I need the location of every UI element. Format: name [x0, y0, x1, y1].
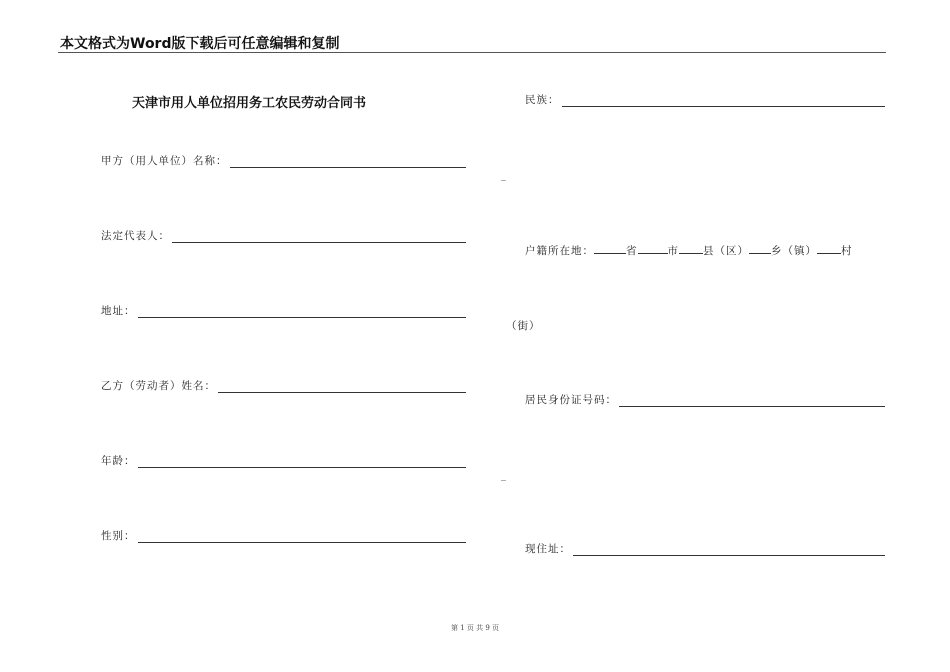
- page-number: 第 1 页 共 9 页: [450, 624, 500, 632]
- field-label: 甲方（用人单位）名称：: [101, 155, 228, 167]
- stray-dash: _: [501, 170, 506, 181]
- fill-line[interactable]: [230, 156, 467, 168]
- field-label: 现住址：: [525, 543, 571, 555]
- fill-line[interactable]: [562, 95, 886, 107]
- fill-line[interactable]: [138, 531, 467, 543]
- field-label: 性别：: [101, 530, 136, 542]
- province-label: 省: [626, 245, 638, 257]
- age-field[interactable]: [101, 454, 466, 468]
- county-label: 县（区）: [703, 245, 749, 257]
- village-label: 村: [841, 245, 853, 257]
- document-title: 天津市用人单位招用务工农民劳动合同书: [132, 96, 367, 111]
- field-label: 户籍所在地：: [525, 245, 594, 257]
- legal-representative-field[interactable]: [101, 229, 466, 243]
- field-label: 民族：: [525, 94, 560, 106]
- field-label: 乙方（劳动者）姓名：: [101, 380, 216, 392]
- party-a-name-field[interactable]: [101, 154, 466, 168]
- current-address-field[interactable]: [525, 542, 885, 556]
- fill-line[interactable]: [172, 231, 466, 243]
- street-label: （街）: [506, 320, 541, 332]
- fill-line[interactable]: [573, 544, 885, 556]
- id-number-field[interactable]: [525, 393, 885, 407]
- field-label: 年龄：: [101, 455, 136, 467]
- fill-line[interactable]: [138, 306, 467, 318]
- field-label: 法定代表人：: [101, 230, 170, 242]
- page-header: 本文格式为Word版下载后可任意编辑和复制: [60, 36, 340, 52]
- fill-line[interactable]: [138, 456, 467, 468]
- town-blank[interactable]: [749, 244, 771, 254]
- city-label: 市: [667, 245, 679, 257]
- gender-field[interactable]: [101, 529, 466, 543]
- fill-line[interactable]: [218, 381, 466, 393]
- header-rule: [58, 52, 886, 53]
- ethnicity-field[interactable]: [525, 93, 885, 107]
- field-label: 地址：: [101, 305, 136, 317]
- village-blank[interactable]: [817, 244, 841, 254]
- stray-dash: _: [501, 470, 506, 481]
- town-label: 乡（镇）: [771, 245, 817, 257]
- field-label: 居民身份证号码：: [525, 394, 617, 406]
- fill-line[interactable]: [619, 395, 885, 407]
- hukou-field[interactable]: [525, 243, 853, 258]
- city-blank[interactable]: [638, 244, 668, 254]
- party-b-name-field[interactable]: [101, 379, 466, 393]
- province-blank[interactable]: [594, 244, 626, 254]
- county-blank[interactable]: [679, 244, 703, 254]
- address-field[interactable]: [101, 304, 466, 318]
